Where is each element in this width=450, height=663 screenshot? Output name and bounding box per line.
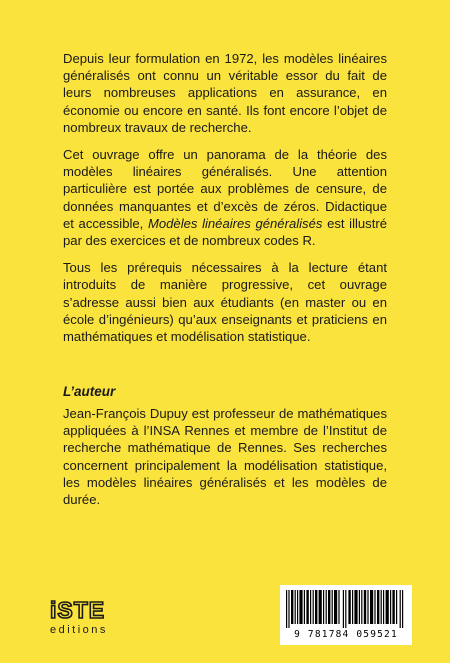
isbn-number: 9 781784 059521 [294, 629, 398, 640]
barcode [280, 585, 412, 645]
description-paragraph-2 [63, 146, 387, 249]
barcode-bars [286, 590, 406, 628]
paragraph-2-end: est illustré par des exercices et de nombreux codes R. [63, 215, 387, 249]
logo-subtext: editions [50, 624, 108, 636]
iste-logo [48, 596, 144, 636]
paragraph-2-start: Cet ouvrage offre un panorama de la théorie des modèles linéaires généralisés. Une attention particulière est portée aux problèmes de censure, de données manquantes et d’excès de zéros. Didactique et accessible, [63, 147, 387, 231]
book-title: Modèles linéaires généralisés [147, 215, 323, 231]
author-bio: Jean-François Dupuy est professeur de mathématiques appliquées à l’INSA Rennes et membre de l’Institut de recherche mathématique de Rennes. Ses recherches concernent principalement la modélisation statistique, les modèles linéaires généralisés et les modèles de durée. [63, 406, 387, 508]
description-paragraph-1: Depuis leur formulation en 1972, les modèles linéaires généralisés ont connu un véritable essor du fait de leurs nombreuses applications en assurance, en économie ou encore en santé. Ils font encore l’objet de nombreux travaux de recherche. [63, 51, 387, 135]
author-bio-block [63, 405, 387, 518]
description [63, 50, 387, 355]
logo-wordmark: iSTE [50, 597, 106, 623]
author-heading: L’auteur [63, 384, 116, 399]
description-paragraph-3: Tous les prérequis nécessaires à la lecture étant introduits de manière progressive, cet ouvrage s’adresse aussi bien aux étudiants (en master ou en école d’ingénieurs) qu’aux enseignants et praticiens en mathématiques et modélisation statistique. [63, 260, 387, 345]
